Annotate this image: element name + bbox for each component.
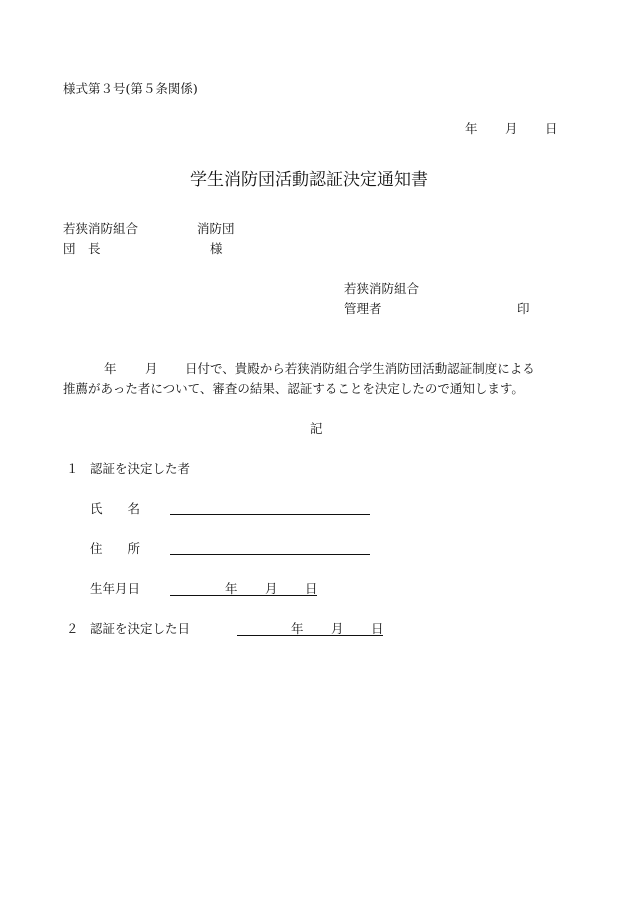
birthdate-day: 日: [305, 581, 318, 596]
section-1-number: １: [66, 461, 79, 476]
decision-month: 月: [331, 621, 344, 636]
header-date-day: 日: [545, 121, 558, 136]
body-month: 月: [145, 361, 158, 376]
decision-date-underline: [237, 635, 383, 636]
document-title: 学生消防団活動認証決定通知書: [190, 170, 428, 190]
decision-day: 日: [371, 621, 384, 636]
ki-heading: 記: [310, 421, 323, 436]
sender-role: 管理者: [344, 301, 382, 316]
header-date-month: 月: [505, 121, 518, 136]
body-line-2: 推薦があった者について、審査の結果、認証することを決定したので通知します。: [63, 381, 524, 396]
birthdate-underline: [170, 595, 317, 596]
recipient-honorific: 様: [210, 241, 223, 256]
decision-year: 年: [291, 621, 304, 636]
recipient-role: 団 長: [63, 241, 101, 256]
section-2-number: ２: [66, 621, 79, 636]
recipient-org: 若狭消防組合: [63, 221, 139, 236]
address-label: 住 所: [90, 541, 141, 556]
birthdate-label: 生年月日: [90, 581, 141, 596]
seal-mark: 印: [517, 301, 530, 316]
section-2-heading: 認証を決定した日: [90, 621, 191, 636]
section-1-heading: 認証を決定した者: [90, 461, 191, 476]
name-label: 氏 名: [90, 501, 141, 516]
header-date-year: 年: [465, 121, 478, 136]
recipient-dept: 消防団: [197, 221, 235, 236]
address-underline: [170, 554, 370, 555]
name-underline: [170, 514, 370, 515]
birthdate-month: 月: [265, 581, 278, 596]
sender-org: 若狭消防組合: [344, 281, 420, 296]
body-day-text: 日付で、貴殿から若狭消防組合学生消防団活動認証制度による: [185, 361, 535, 376]
body-year: 年: [104, 361, 117, 376]
birthdate-year: 年: [225, 581, 238, 596]
form-number: 様式第３号(第５条関係): [63, 81, 198, 96]
